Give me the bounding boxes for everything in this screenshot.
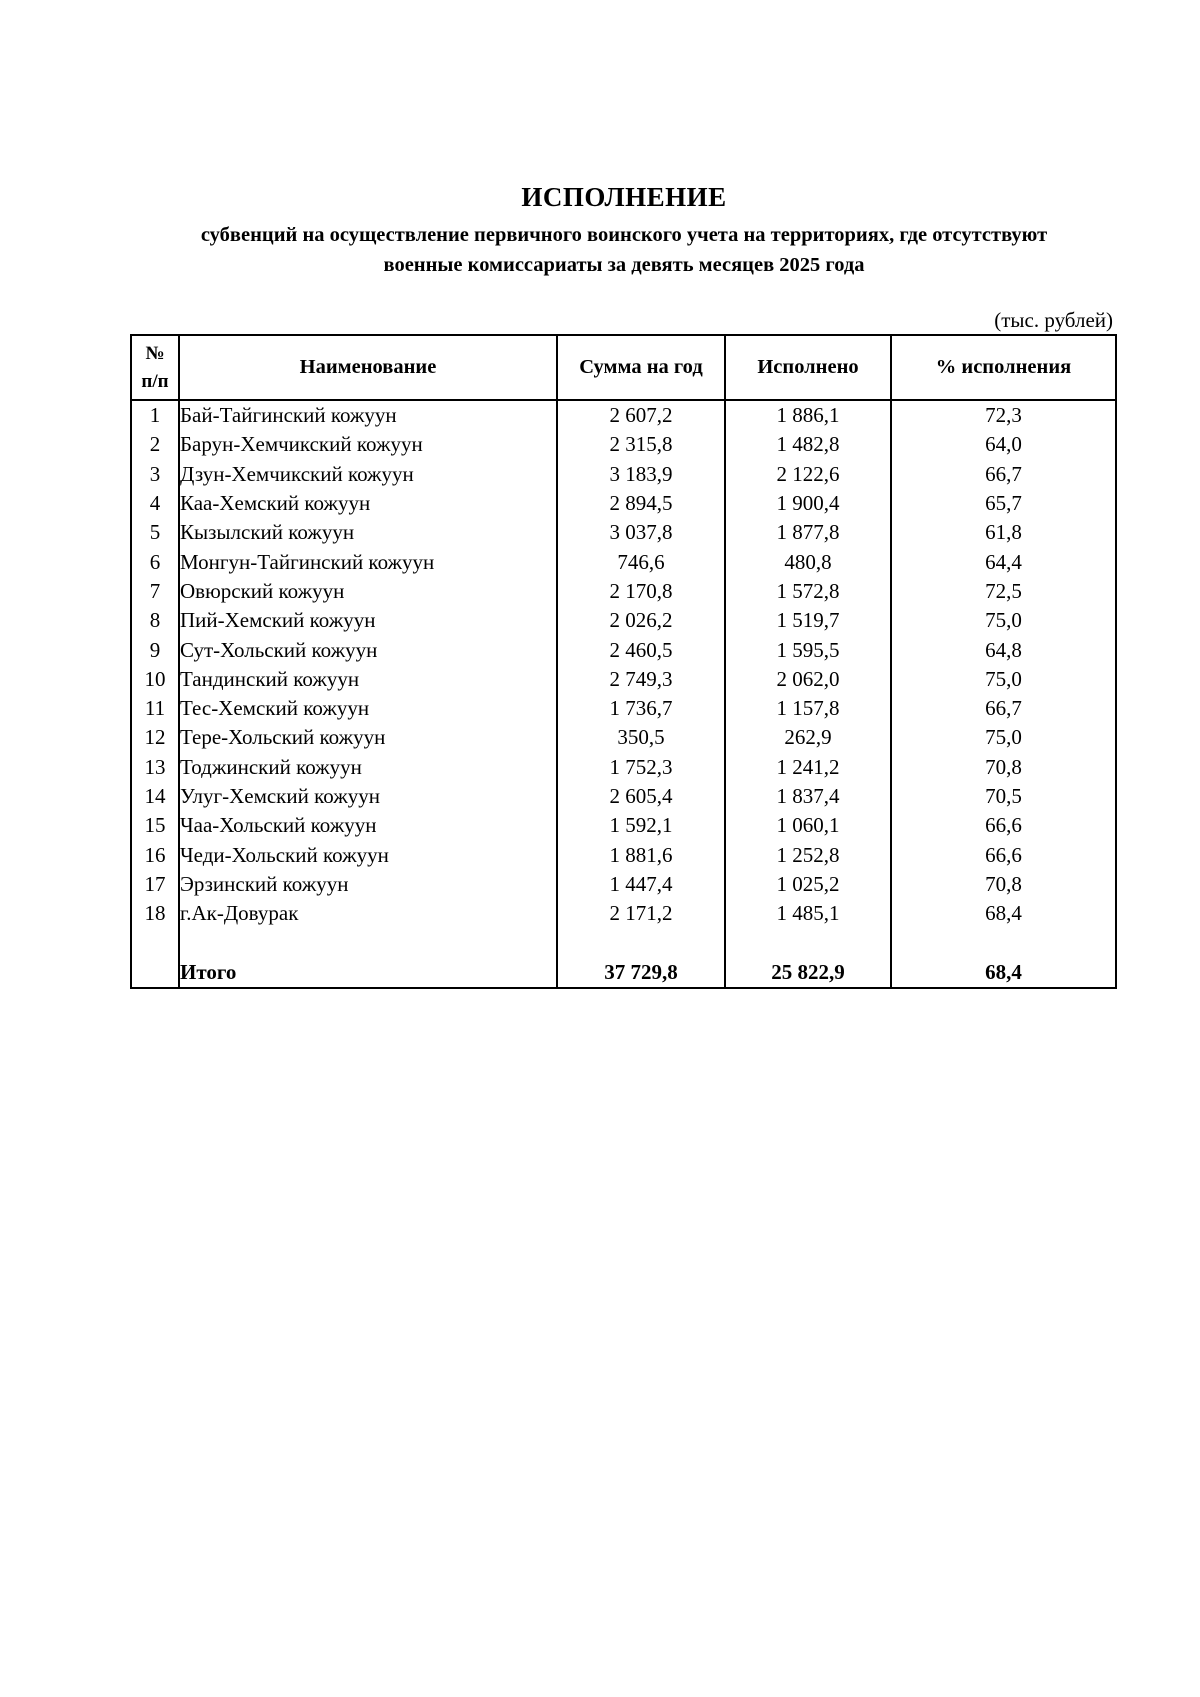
row-sum-cell: 1 736,7 — [557, 694, 725, 723]
row-done-cell: 1 572,8 — [725, 577, 891, 606]
execution-table — [130, 334, 1117, 989]
row-name-cell: Эрзинский кожуун — [179, 870, 557, 899]
unit-note: (тыс. рублей) — [994, 308, 1113, 332]
row-name-cell: Улуг-Хемский кожуун — [179, 782, 557, 811]
row-done-cell: 1 060,1 — [725, 811, 891, 840]
spacer-cell — [131, 928, 179, 957]
table-row — [131, 489, 1116, 518]
row-done-cell: 1 485,1 — [725, 899, 891, 928]
row-sum-cell: 3 183,9 — [557, 460, 725, 489]
table-row — [131, 840, 1116, 869]
row-name-cell: Тандинский кожуун — [179, 665, 557, 694]
table-body — [131, 400, 1116, 988]
row-done-cell: 1 157,8 — [725, 694, 891, 723]
row-name-cell: Монгун-Тайгинский кожуун — [179, 547, 557, 576]
row-sum-cell: 1 752,3 — [557, 753, 725, 782]
row-done-cell: 262,9 — [725, 723, 891, 752]
row-sum-cell: 2 894,5 — [557, 489, 725, 518]
row-sum-cell: 2 460,5 — [557, 635, 725, 664]
total-sum: 37 729,8 — [557, 958, 725, 988]
row-sum-cell: 2 171,2 — [557, 899, 725, 928]
table-row — [131, 518, 1116, 547]
row-done-cell: 480,8 — [725, 547, 891, 576]
row-pct-cell: 70,5 — [891, 782, 1116, 811]
row-sum-cell: 2 605,4 — [557, 782, 725, 811]
table-row — [131, 811, 1116, 840]
header-done: Исполнено — [725, 335, 891, 400]
row-done-cell: 1 252,8 — [725, 840, 891, 869]
row-pct-cell: 61,8 — [891, 518, 1116, 547]
row-pct-cell: 64,4 — [891, 547, 1116, 576]
row-done-cell: 1 519,7 — [725, 606, 891, 635]
row-sum-cell: 1 881,6 — [557, 840, 725, 869]
row-num-cell: 18 — [131, 899, 179, 928]
row-pct-cell: 75,0 — [891, 606, 1116, 635]
row-pct-cell: 70,8 — [891, 870, 1116, 899]
row-num-cell: 3 — [131, 460, 179, 489]
row-num-cell: 10 — [131, 665, 179, 694]
document-subtitle — [100, 220, 1148, 280]
row-pct-cell: 66,7 — [891, 460, 1116, 489]
row-name-cell: Барун-Хемчикский кожуун — [179, 430, 557, 459]
row-sum-cell: 2 170,8 — [557, 577, 725, 606]
row-sum-cell: 2 026,2 — [557, 606, 725, 635]
row-sum-cell: 1 447,4 — [557, 870, 725, 899]
table-row — [131, 753, 1116, 782]
header-pct: % исполнения — [891, 335, 1116, 400]
row-sum-cell: 746,6 — [557, 547, 725, 576]
row-sum-cell: 3 037,8 — [557, 518, 725, 547]
table-header — [131, 335, 1116, 400]
row-num-cell: 4 — [131, 489, 179, 518]
total-done: 25 822,9 — [725, 958, 891, 988]
row-num-cell: 9 — [131, 635, 179, 664]
row-name-cell: Кызылский кожуун — [179, 518, 557, 547]
row-num-cell: 15 — [131, 811, 179, 840]
header-num-line-1: № — [145, 342, 165, 364]
row-pct-cell: 64,0 — [891, 430, 1116, 459]
spacer-cell — [725, 928, 891, 957]
row-name-cell: Чеди-Хольский кожуун — [179, 840, 557, 869]
row-name-cell: Каа-Хемский кожуун — [179, 489, 557, 518]
row-sum-cell: 2 749,3 — [557, 665, 725, 694]
row-name-cell: Пий-Хемский кожуун — [179, 606, 557, 635]
row-name-cell: Овюрский кожуун — [179, 577, 557, 606]
row-pct-cell: 66,6 — [891, 840, 1116, 869]
row-num-cell: 13 — [131, 753, 179, 782]
table-row — [131, 400, 1116, 430]
row-num-cell: 14 — [131, 782, 179, 811]
row-num-cell: 6 — [131, 547, 179, 576]
row-done-cell: 1 837,4 — [725, 782, 891, 811]
row-name-cell: Тоджинский кожуун — [179, 753, 557, 782]
row-done-cell: 1 886,1 — [725, 400, 891, 430]
table-row — [131, 870, 1116, 899]
table-row — [131, 430, 1116, 459]
row-pct-cell: 65,7 — [891, 489, 1116, 518]
table-row — [131, 635, 1116, 664]
total-label: Итого — [179, 958, 557, 988]
spacer-cell — [179, 928, 557, 957]
row-done-cell: 1 595,5 — [725, 635, 891, 664]
row-name-cell: г.Ак-Довурак — [179, 899, 557, 928]
subtitle-line-2: военные комиссариаты за девять месяцев 2025 года — [383, 254, 865, 276]
header-name: Наименование — [179, 335, 557, 400]
row-name-cell: Дзун-Хемчикский кожуун — [179, 460, 557, 489]
header-row — [131, 335, 1116, 400]
row-pct-cell: 72,3 — [891, 400, 1116, 430]
row-pct-cell: 75,0 — [891, 665, 1116, 694]
subtitle-line-1: субвенций на осуществление первичного воинского учета на территориях, где отсутствуют — [200, 224, 1048, 246]
table-row — [131, 899, 1116, 928]
row-done-cell: 2 062,0 — [725, 665, 891, 694]
spacer-row — [131, 928, 1116, 957]
row-pct-cell: 72,5 — [891, 577, 1116, 606]
spacer-cell — [557, 928, 725, 957]
row-done-cell: 1 482,8 — [725, 430, 891, 459]
total-num-cell — [131, 958, 179, 988]
document-title: ИСПОЛНЕНИЕ — [521, 182, 727, 212]
row-done-cell: 1 241,2 — [725, 753, 891, 782]
table-row — [131, 782, 1116, 811]
table-row — [131, 694, 1116, 723]
table-row — [131, 606, 1116, 635]
row-pct-cell: 66,7 — [891, 694, 1116, 723]
row-name-cell: Бай-Тайгинский кожуун — [179, 400, 557, 430]
row-num-cell: 5 — [131, 518, 179, 547]
header-num-line-2: п/п — [141, 370, 169, 392]
total-pct: 68,4 — [891, 958, 1116, 988]
row-pct-cell: 70,8 — [891, 753, 1116, 782]
row-pct-cell: 75,0 — [891, 723, 1116, 752]
row-num-cell: 1 — [131, 400, 179, 430]
row-num-cell: 8 — [131, 606, 179, 635]
row-name-cell: Сут-Хольский кожуун — [179, 635, 557, 664]
row-name-cell: Чаа-Хольский кожуун — [179, 811, 557, 840]
row-name-cell: Тес-Хемский кожуун — [179, 694, 557, 723]
row-num-cell: 2 — [131, 430, 179, 459]
header-sum: Сумма на год — [557, 335, 725, 400]
table-row — [131, 460, 1116, 489]
row-sum-cell: 2 607,2 — [557, 400, 725, 430]
row-pct-cell: 66,6 — [891, 811, 1116, 840]
row-num-cell: 16 — [131, 840, 179, 869]
spacer-cell — [891, 928, 1116, 957]
row-sum-cell: 2 315,8 — [557, 430, 725, 459]
row-sum-cell: 350,5 — [557, 723, 725, 752]
row-done-cell: 1 877,8 — [725, 518, 891, 547]
header-num — [131, 335, 179, 400]
row-num-cell: 12 — [131, 723, 179, 752]
row-pct-cell: 68,4 — [891, 899, 1116, 928]
row-done-cell: 1 025,2 — [725, 870, 891, 899]
table-row — [131, 723, 1116, 752]
row-sum-cell: 1 592,1 — [557, 811, 725, 840]
row-done-cell: 2 122,6 — [725, 460, 891, 489]
row-num-cell: 11 — [131, 694, 179, 723]
row-done-cell: 1 900,4 — [725, 489, 891, 518]
total-row — [131, 958, 1116, 988]
row-pct-cell: 64,8 — [891, 635, 1116, 664]
table-row — [131, 547, 1116, 576]
row-name-cell: Тере-Хольский кожуун — [179, 723, 557, 752]
table-row — [131, 577, 1116, 606]
row-num-cell: 17 — [131, 870, 179, 899]
row-num-cell: 7 — [131, 577, 179, 606]
table-row — [131, 665, 1116, 694]
